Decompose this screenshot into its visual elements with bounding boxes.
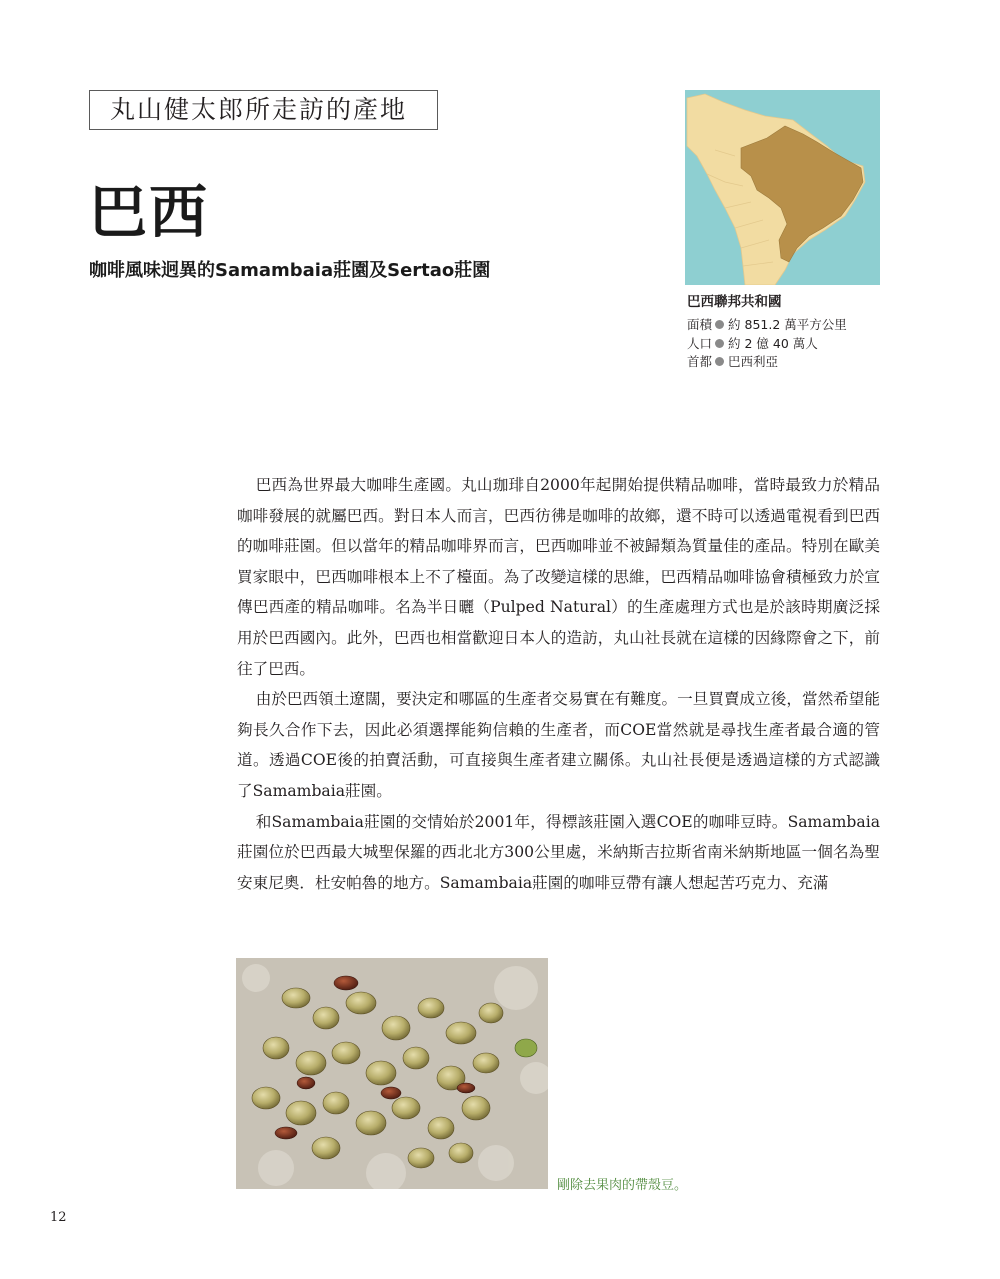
country-facts: [687, 292, 907, 372]
article-subtitle: 咖啡風味迥異的Samambaia莊園及Sertao莊園: [89, 260, 491, 281]
article-body: [237, 470, 880, 898]
body-paragraph: 和Samambaia莊園的交情始於2001年，得標該莊園入選COE的咖啡豆時。Samambaia莊園位於巴西最大城聖保羅的西北北方300公里處，米納斯吉拉斯省南米納斯地區一個名為聖安東尼奧．杜安帕魯的地方。Samambaia莊園的咖啡豆帶有讓人想起苦巧克力、充滿: [237, 812, 880, 892]
fact-population-value: 約 2 億 40 萬人: [728, 335, 818, 351]
bullet-dot-icon: [715, 339, 724, 348]
photo-caption: 剛除去果肉的帶殼豆。: [557, 1178, 688, 1193]
fact-area-value: 約 851.2 萬平方公里: [728, 317, 847, 332]
body-paragraph: 巴西為世界最大咖啡生產國。丸山珈琲自2000年起開始提供精品咖啡，當時最致力於精品咖啡發展的就屬巴西。對日本人而言，巴西彷彿是咖啡的故鄉，還不時可以透過電視看到巴西的咖啡莊園。但以當年的精品咖啡界而言，巴西咖啡並不被歸類為質量佳的產品。特別在歐美買家眼中，巴西咖啡根本上不了檯面。為了改變這樣的思維，巴西精品咖啡協會積極致力於宣傳巴西產的精品咖啡。名為半日曬（Pulped Natural）的生產處理方式也是於該時期廣泛採用於巴西國內。此外，巴西也相當歡迎日本人的造訪，丸山社長就在這樣的因緣際會之下，前往了巴西。: [237, 476, 880, 678]
coffee-beans-photo: [236, 958, 548, 1189]
south-america-map: [685, 90, 880, 285]
section-label: 丸山健太郎所走訪的產地: [89, 90, 438, 130]
bullet-dot-icon: [715, 320, 724, 329]
country-title: 巴西: [89, 178, 210, 246]
fact-population: [687, 335, 907, 354]
bullet-dot-icon: [715, 357, 724, 366]
page-number: 12: [50, 1210, 67, 1225]
fact-area-label: 面積: [687, 317, 713, 332]
fact-capital-label: 首都: [687, 354, 713, 369]
fact-capital: [687, 353, 907, 372]
facts-title: 巴西聯邦共和國: [687, 294, 782, 310]
fact-area: [687, 316, 907, 335]
photo-green-bean: [515, 1039, 537, 1057]
fact-capital-value: 巴西利亞: [728, 354, 779, 369]
body-paragraph: 由於巴西領土遼闊，要決定和哪區的生產者交易實在有難度。一旦買賣成立後，當然希望能夠長久合作下去，因此必須選擇能夠信賴的生產者，而COE當然就是尋找生產者最合適的管道。透過COE後的拍賣活動，可直接與生產者建立關係。丸山社長便是透過這樣的方式認識了Samambaia莊園。: [237, 690, 880, 800]
fact-population-label: 人口: [687, 335, 713, 351]
